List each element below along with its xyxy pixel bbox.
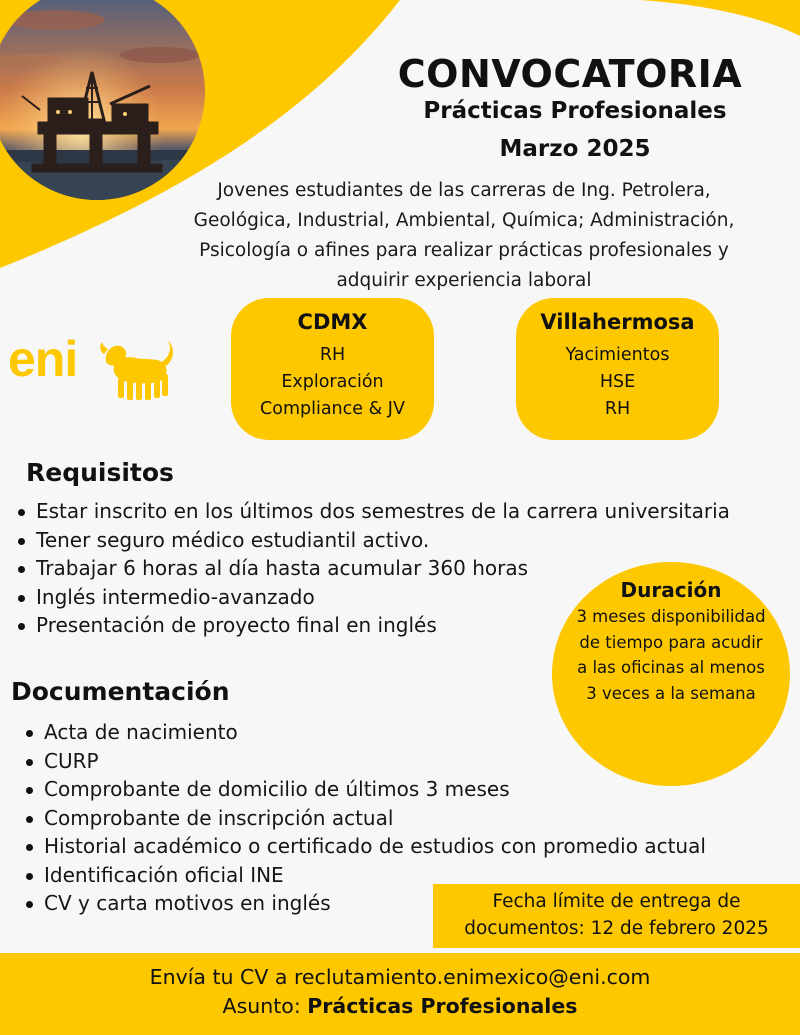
program-subtitle: Prácticas Profesionales: [423, 98, 727, 124]
duration-text: 3 meses disponibilidad de tiempo para acudir a las oficinas al menos 3 veces a la semana: [576, 607, 766, 703]
duration-heading: Duración: [620, 578, 722, 602]
eni-logo-text: eni: [8, 331, 78, 387]
list-item: Inglés intermedio-avanzado: [14, 583, 730, 612]
list-item: Acta de nacimiento: [22, 718, 706, 747]
intro-line: Geológica, Industrial, Ambiental, Química; Administración,: [193, 210, 735, 231]
requirements-heading: Requisitos: [26, 458, 174, 487]
list-item: Tener seguro médico estudiantil activo.: [14, 526, 730, 555]
list-item: Identificación oficial INE: [22, 861, 706, 890]
six-legged-dog-logo-icon: [100, 336, 174, 402]
footer-bar: [0, 953, 800, 1035]
subject-label: Asunto:: [222, 994, 308, 1018]
deadline-box: [433, 884, 800, 948]
list-item: CURP: [22, 747, 706, 776]
intro-line: adquirir experiencia laboral: [336, 270, 592, 291]
location-card-villahermosa: [516, 298, 719, 440]
location-card-cdmx: [231, 298, 434, 440]
location-area: HSE: [599, 372, 636, 392]
documents-heading: Documentación: [11, 677, 230, 706]
location-name: Villahermosa: [540, 310, 695, 334]
deadline-line: documentos: 12 de febrero 2025: [464, 918, 769, 939]
deadline-line: Fecha límite de entrega de: [492, 891, 741, 912]
subject-value: Prácticas Profesionales: [307, 994, 578, 1018]
list-item: Presentación de proyecto final en inglés: [14, 611, 730, 640]
program-date: Marzo 2025: [499, 136, 651, 162]
contact-email-line[interactable]: Envía tu CV a reclutamiento.enimexico@eni.com: [149, 965, 651, 989]
intro-line: Jovenes estudiantes de las carreras de Ing. Petrolera,: [217, 180, 711, 201]
location-area: Exploración: [281, 372, 384, 392]
yellow-swoosh-right: [640, 0, 800, 36]
list-item: CV y carta motivos en inglés: [22, 889, 706, 918]
subject-line: [0, 992, 800, 1021]
intro-line: Psicología o afines para realizar prácticas profesionales y: [199, 240, 729, 261]
page-title: CONVOCATORIA: [397, 52, 743, 96]
location-area: Yacimientos: [565, 345, 670, 365]
list-item: Historial académico o certificado de estudios con promedio actual: [22, 832, 706, 861]
list-item: Estar inscrito en los últimos dos semestres de la carrera universitaria: [14, 497, 730, 526]
intro-text: [150, 176, 778, 296]
list-item: Comprobante de domicilio de últimos 3 meses: [22, 775, 706, 804]
location-name: CDMX: [297, 310, 368, 334]
location-area: RH: [604, 399, 631, 419]
location-area: Compliance & JV: [260, 399, 405, 419]
list-item: Comprobante de inscripción actual: [22, 804, 706, 833]
location-area: RH: [319, 345, 346, 365]
list-item: Trabajar 6 horas al día hasta acumular 360 horas: [14, 554, 730, 583]
